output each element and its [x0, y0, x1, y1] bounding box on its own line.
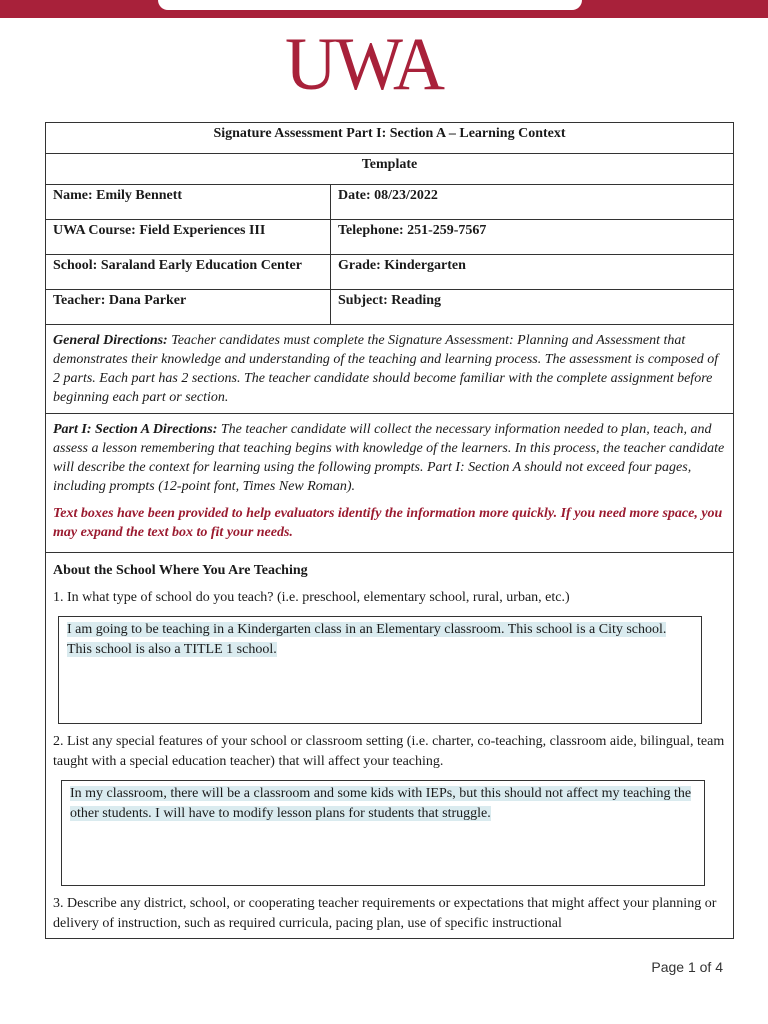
answer-2-textbox[interactable]	[61, 780, 705, 886]
question-1: 1. In what type of school do you teach? (i.e. preschool, elementary school, rural, urban, etc.)	[53, 590, 570, 605]
part-directions-lead: Part I: Section A Directions:	[53, 422, 218, 437]
answer-1-text: I am going to be teaching in a Kindergarten class in an Elementary classroom. This school is a City school. This school is also a TITLE 1 school.	[67, 622, 667, 657]
general-directions-text: Teacher candidates must complete the Signature Assessment: Planning and Assessment that demonstrates their knowledge and understanding of the teaching and learning process. The assessment is composed of 2 parts. Each part has 2 sections. The teacher candidate should become familiar with the complete assignment before beginning each part or section.	[53, 333, 719, 405]
name-field: Name: Emily Bennett	[46, 185, 331, 219]
assessment-form	[45, 122, 734, 939]
telephone-field: Telephone: 251-259-7567	[338, 223, 487, 238]
info-row	[46, 255, 733, 290]
page-number: Page 1 of 4	[651, 959, 723, 975]
answer-1-textbox[interactable]	[58, 616, 702, 724]
form-title: Signature Assessment Part I: Section A – Learning Context	[46, 123, 733, 154]
info-row	[46, 290, 733, 325]
header-notch	[158, 0, 582, 10]
date-field: Date: 08/23/2022	[338, 188, 438, 203]
text-box-note: Text boxes have been provided to help evaluators identify the information more quickly. If you need more space, you may expand the text box to fit your needs.	[53, 506, 723, 540]
subject-field: Subject: Reading	[338, 293, 442, 308]
question-3: 3. Describe any district, school, or cooperating teacher requirements or expectations that might affect your planning or delivery of instruction, such as required curricula, pacing plan, use of specific instructional	[53, 896, 717, 931]
general-directions	[46, 325, 733, 414]
form-subtitle: Template	[46, 154, 733, 185]
part-directions-text: The teacher candidate will collect the necessary information needed to plan, teach, and assess a lesson remembering that teaching begins with knowledge of the learners. In this process, the teacher candidate will describe the context for learning using the following prompts. Part I: Section A should not exceed four pages, including prompts (12-point font, Times New Roman).	[53, 422, 725, 494]
course-field: UWA Course: Field Experiences III	[46, 220, 331, 254]
general-directions-lead: General Directions:	[53, 333, 168, 348]
question-2: 2. List any special features of your school or classroom setting (i.e. charter, co-teaching, classroom aide, bilingual, team taught with a special education teacher) that will affect your teaching.	[53, 734, 725, 769]
teacher-field: Teacher: Dana Parker	[46, 290, 331, 324]
info-row	[46, 185, 733, 220]
grade-field: Grade: Kindergarten	[338, 258, 466, 273]
about-school-section	[46, 553, 733, 934]
uwa-logo: UWA	[285, 22, 443, 106]
school-field: School: Saraland Early Education Center	[46, 255, 331, 289]
answer-2-text: In my classroom, there will be a classroom and some kids with IEPs, but this should not affect my teaching the other students. I will have to modify lesson plans for students that struggle.	[70, 786, 692, 821]
part-directions	[46, 414, 733, 553]
info-row	[46, 220, 733, 255]
section-heading: About the School Where You Are Teaching	[53, 563, 308, 578]
